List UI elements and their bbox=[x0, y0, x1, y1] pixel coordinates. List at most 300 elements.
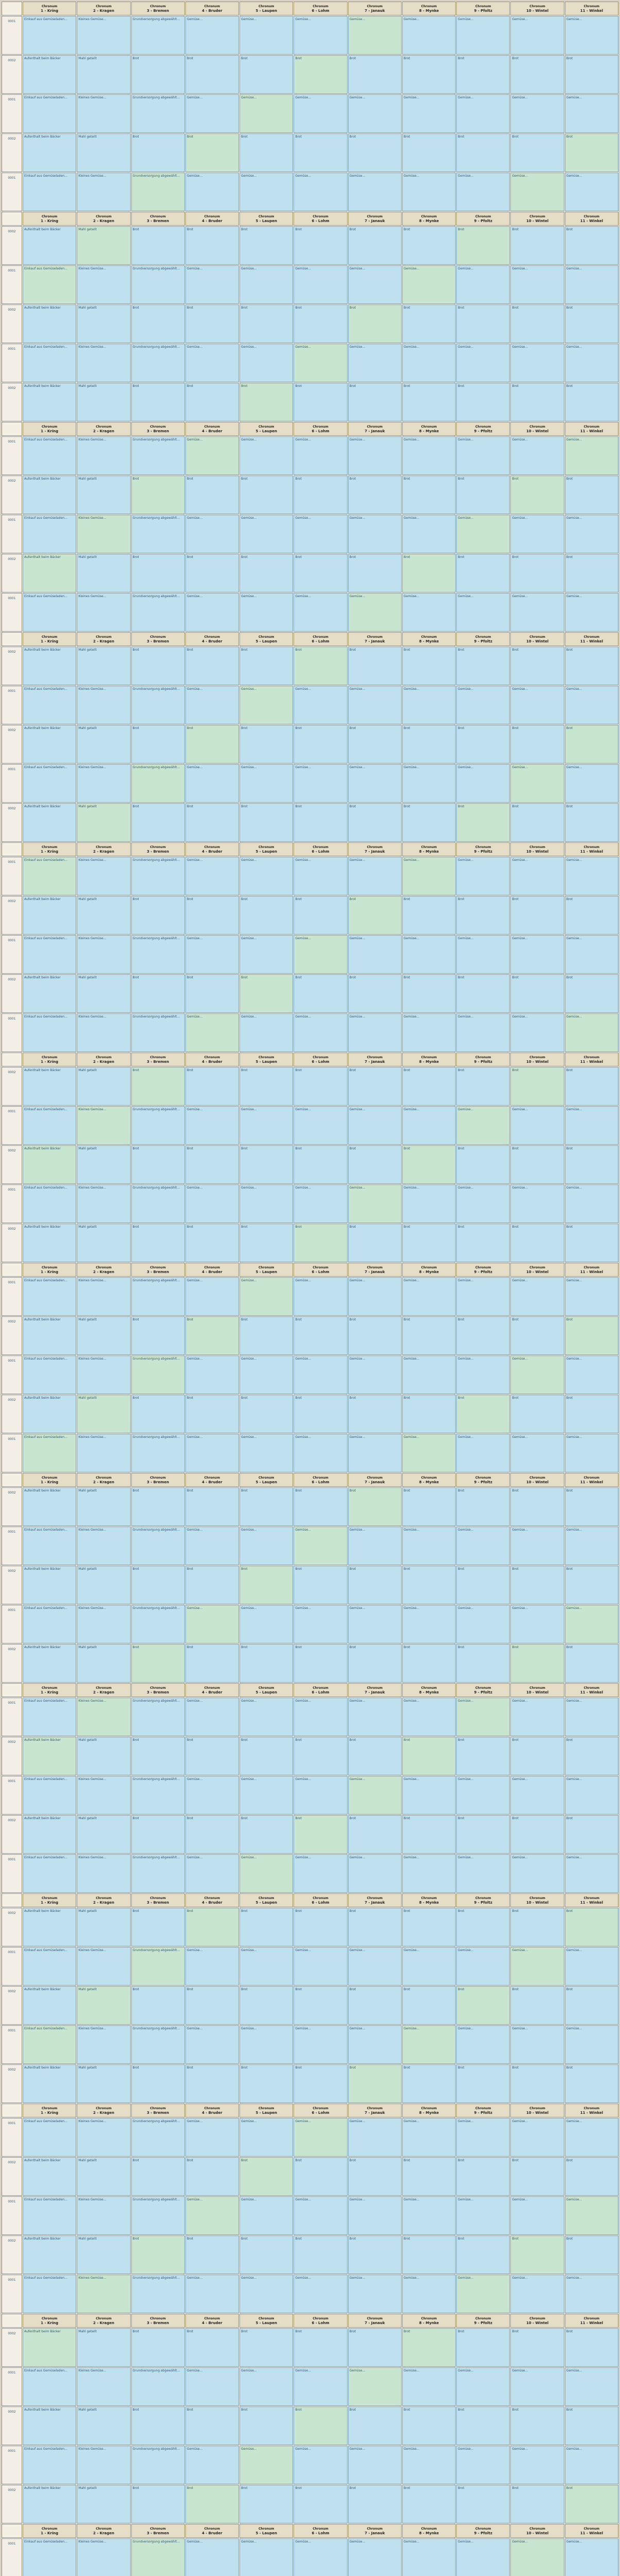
schedule-cell[interactable]: Einkauf aus Gemüseladen... bbox=[23, 1434, 76, 1472]
schedule-cell[interactable]: Brot bbox=[294, 1815, 347, 1854]
schedule-cell[interactable]: Brot bbox=[185, 1908, 239, 1946]
schedule-cell[interactable]: Brot bbox=[239, 1224, 293, 1262]
schedule-cell[interactable]: Brot bbox=[131, 1395, 185, 1433]
schedule-cell[interactable]: Gemüse... bbox=[294, 1776, 347, 1815]
schedule-cell[interactable]: Kleines Gemüse... bbox=[77, 1184, 130, 1223]
schedule-cell[interactable]: Aufenthalt beim Bäcker bbox=[23, 1067, 76, 1106]
schedule-cell[interactable]: Kleines Gemüse... bbox=[77, 1527, 130, 1565]
schedule-cell[interactable]: Aufenthalt beim Bäcker bbox=[23, 1395, 76, 1433]
schedule-cell[interactable]: Gemüse... bbox=[565, 935, 618, 974]
schedule-cell[interactable]: Gemüse... bbox=[510, 265, 564, 304]
schedule-cell[interactable]: Mahl geteilt bbox=[77, 2485, 130, 2523]
schedule-cell[interactable]: Gemüse... bbox=[348, 173, 402, 211]
schedule-cell[interactable]: Gemüse... bbox=[565, 1947, 618, 1986]
schedule-cell[interactable]: Gemüse... bbox=[510, 1698, 564, 1736]
schedule-cell[interactable]: Brot bbox=[185, 2406, 239, 2445]
schedule-cell[interactable]: Gemüse... bbox=[185, 344, 239, 382]
schedule-cell[interactable]: Brot bbox=[239, 2485, 293, 2523]
schedule-cell[interactable]: Gemüse... bbox=[402, 436, 456, 475]
schedule-cell[interactable]: Brot bbox=[239, 1908, 293, 1946]
schedule-cell[interactable]: Gemüse... bbox=[402, 2538, 456, 2576]
schedule-cell[interactable]: Gemüse... bbox=[239, 1854, 293, 1893]
schedule-cell[interactable]: Gemüse... bbox=[510, 2538, 564, 2576]
schedule-cell[interactable]: Brot bbox=[239, 725, 293, 764]
schedule-cell[interactable]: Mahl geteilt bbox=[77, 1316, 130, 1355]
schedule-cell[interactable]: Gemüse... bbox=[348, 1776, 402, 1815]
schedule-cell[interactable]: Gemüse... bbox=[239, 515, 293, 553]
schedule-cell[interactable]: Gemüse... bbox=[185, 2196, 239, 2235]
schedule-cell[interactable]: Brot bbox=[510, 803, 564, 842]
schedule-cell[interactable]: Einkauf aus Gemüseladen... bbox=[23, 1277, 76, 1316]
schedule-cell[interactable]: Brot bbox=[348, 1908, 402, 1946]
schedule-cell[interactable]: Brot bbox=[239, 133, 293, 172]
schedule-cell[interactable]: Mahl geteilt bbox=[77, 2328, 130, 2367]
schedule-cell[interactable]: Brot bbox=[348, 647, 402, 685]
schedule-cell[interactable]: Brot bbox=[131, 1908, 185, 1946]
schedule-cell[interactable]: Brot bbox=[402, 2406, 456, 2445]
schedule-cell[interactable]: Brot bbox=[456, 2157, 510, 2196]
schedule-cell[interactable]: Brot bbox=[294, 1395, 347, 1433]
schedule-cell[interactable]: Einkauf aus Gemüseladen... bbox=[23, 1527, 76, 1565]
schedule-cell[interactable]: Brot bbox=[565, 2406, 618, 2445]
schedule-cell[interactable]: Gemüse... bbox=[565, 2446, 618, 2484]
schedule-cell[interactable]: Grundversorgung abgewählt... bbox=[131, 1277, 185, 1316]
schedule-cell[interactable]: Brot bbox=[402, 2235, 456, 2274]
schedule-cell[interactable]: Gemüse... bbox=[185, 173, 239, 211]
schedule-cell[interactable]: Gemüse... bbox=[456, 1355, 510, 1394]
schedule-cell[interactable]: Brot bbox=[239, 383, 293, 421]
schedule-cell[interactable]: Gemüse... bbox=[456, 2196, 510, 2235]
schedule-cell[interactable]: Brot bbox=[185, 1815, 239, 1854]
schedule-cell[interactable]: Brot bbox=[131, 2485, 185, 2523]
schedule-cell[interactable]: Brot bbox=[131, 1316, 185, 1355]
schedule-cell[interactable]: Brot bbox=[565, 1487, 618, 1526]
schedule-cell[interactable]: Brot bbox=[565, 226, 618, 265]
schedule-cell[interactable]: Brot bbox=[131, 554, 185, 592]
schedule-cell[interactable]: Gemüse... bbox=[185, 2118, 239, 2157]
schedule-cell[interactable]: Brot bbox=[185, 1316, 239, 1355]
schedule-cell[interactable]: Gemüse... bbox=[402, 1854, 456, 1893]
schedule-cell[interactable]: Brot bbox=[294, 1566, 347, 1604]
schedule-cell[interactable]: Gemüse... bbox=[510, 1277, 564, 1316]
schedule-cell[interactable]: Kleines Gemüse... bbox=[77, 515, 130, 553]
schedule-cell[interactable]: Brot bbox=[348, 476, 402, 514]
schedule-cell[interactable]: Gemüse... bbox=[294, 1184, 347, 1223]
schedule-cell[interactable]: Brot bbox=[510, 2328, 564, 2367]
schedule-cell[interactable]: Gemüse... bbox=[456, 1184, 510, 1223]
schedule-cell[interactable]: Gemüse... bbox=[456, 1698, 510, 1736]
schedule-cell[interactable]: Gemüse... bbox=[565, 173, 618, 211]
schedule-cell[interactable]: Gemüse... bbox=[402, 1605, 456, 1643]
schedule-cell[interactable]: Gemüse... bbox=[402, 686, 456, 724]
schedule-cell[interactable]: Brot bbox=[185, 1566, 239, 1604]
schedule-cell[interactable]: Gemüse... bbox=[510, 1106, 564, 1145]
schedule-cell[interactable]: Mahl geteilt bbox=[77, 304, 130, 343]
schedule-cell[interactable]: Aufenthalt beim Bäcker bbox=[23, 1737, 76, 1775]
schedule-cell[interactable]: Gemüse... bbox=[510, 515, 564, 553]
schedule-cell[interactable]: Gemüse... bbox=[402, 1776, 456, 1815]
schedule-cell[interactable]: Gemüse... bbox=[239, 265, 293, 304]
schedule-cell[interactable]: Gemüse... bbox=[294, 2446, 347, 2484]
schedule-cell[interactable]: Gemüse... bbox=[565, 1854, 618, 1893]
schedule-cell[interactable]: Gemüse... bbox=[239, 1776, 293, 1815]
schedule-cell[interactable]: Kleines Gemüse... bbox=[77, 1605, 130, 1643]
schedule-cell[interactable]: Gemüse... bbox=[510, 1854, 564, 1893]
schedule-cell[interactable]: Gemüse... bbox=[294, 764, 347, 803]
schedule-cell[interactable]: Gemüse... bbox=[510, 2025, 564, 2064]
schedule-cell[interactable]: Gemüse... bbox=[294, 2538, 347, 2576]
schedule-cell[interactable]: Gemüse... bbox=[294, 1605, 347, 1643]
schedule-cell[interactable]: Mahl geteilt bbox=[77, 1737, 130, 1775]
schedule-cell[interactable]: Gemüse... bbox=[565, 16, 618, 55]
schedule-cell[interactable]: Brot bbox=[348, 1644, 402, 1683]
schedule-cell[interactable]: Gemüse... bbox=[510, 1527, 564, 1565]
schedule-cell[interactable]: Brot bbox=[456, 2485, 510, 2523]
schedule-cell[interactable]: Gemüse... bbox=[565, 1277, 618, 1316]
schedule-cell[interactable]: Brot bbox=[456, 2235, 510, 2274]
schedule-cell[interactable]: Gemüse... bbox=[348, 1184, 402, 1223]
schedule-cell[interactable]: Brot bbox=[402, 554, 456, 592]
schedule-cell[interactable]: Gemüse... bbox=[185, 1527, 239, 1565]
schedule-cell[interactable]: Gemüse... bbox=[185, 2367, 239, 2406]
schedule-cell[interactable]: Aufenthalt beim Bäcker bbox=[23, 2328, 76, 2367]
schedule-cell[interactable]: Gemüse... bbox=[402, 2275, 456, 2313]
schedule-cell[interactable]: Brot bbox=[131, 1566, 185, 1604]
schedule-cell[interactable]: Gemüse... bbox=[294, 1277, 347, 1316]
schedule-cell[interactable]: Brot bbox=[294, 1487, 347, 1526]
schedule-cell[interactable]: Gemüse... bbox=[510, 16, 564, 55]
schedule-cell[interactable]: Brot bbox=[402, 2064, 456, 2103]
schedule-cell[interactable]: Grundversorgung abgewählt... bbox=[131, 1947, 185, 1986]
schedule-cell[interactable]: Kleines Gemüse... bbox=[77, 686, 130, 724]
schedule-cell[interactable]: Brot bbox=[565, 1644, 618, 1683]
schedule-cell[interactable]: Gemüse... bbox=[185, 1698, 239, 1736]
schedule-cell[interactable]: Brot bbox=[294, 383, 347, 421]
schedule-cell[interactable]: Kleines Gemüse... bbox=[77, 173, 130, 211]
schedule-cell[interactable]: Brot bbox=[294, 803, 347, 842]
schedule-cell[interactable]: Grundversorgung abgewählt... bbox=[131, 94, 185, 133]
schedule-cell[interactable]: Brot bbox=[510, 2235, 564, 2274]
schedule-cell[interactable]: Mahl geteilt bbox=[77, 1908, 130, 1946]
schedule-cell[interactable]: Gemüse... bbox=[239, 935, 293, 974]
schedule-cell[interactable]: Einkauf aus Gemüseladen... bbox=[23, 436, 76, 475]
schedule-cell[interactable]: Gemüse... bbox=[402, 857, 456, 895]
schedule-cell[interactable]: Brot bbox=[131, 383, 185, 421]
schedule-cell[interactable]: Einkauf aus Gemüseladen... bbox=[23, 935, 76, 974]
schedule-cell[interactable]: Gemüse... bbox=[185, 1434, 239, 1472]
schedule-cell[interactable]: Brot bbox=[402, 55, 456, 94]
schedule-cell[interactable]: Gemüse... bbox=[294, 515, 347, 553]
schedule-cell[interactable]: Gemüse... bbox=[565, 344, 618, 382]
schedule-cell[interactable]: Aufenthalt beim Bäcker bbox=[23, 133, 76, 172]
schedule-cell[interactable]: Gemüse... bbox=[294, 2275, 347, 2313]
schedule-cell[interactable]: Brot bbox=[348, 2406, 402, 2445]
schedule-cell[interactable]: Einkauf aus Gemüseladen... bbox=[23, 2196, 76, 2235]
schedule-cell[interactable]: Kleines Gemüse... bbox=[77, 1013, 130, 1052]
schedule-cell[interactable]: Brot bbox=[510, 55, 564, 94]
schedule-cell[interactable]: Gemüse... bbox=[185, 2275, 239, 2313]
schedule-cell[interactable]: Gemüse... bbox=[185, 1776, 239, 1815]
schedule-cell[interactable]: Grundversorgung abgewählt... bbox=[131, 593, 185, 632]
schedule-cell[interactable]: Gemüse... bbox=[510, 2367, 564, 2406]
schedule-cell[interactable]: Brot bbox=[131, 2406, 185, 2445]
schedule-cell[interactable]: Brot bbox=[456, 1145, 510, 1184]
schedule-cell[interactable]: Gemüse... bbox=[456, 1947, 510, 1986]
schedule-cell[interactable]: Brot bbox=[348, 1067, 402, 1106]
schedule-cell[interactable]: Gemüse... bbox=[185, 1013, 239, 1052]
schedule-cell[interactable]: Gemüse... bbox=[510, 1434, 564, 1472]
schedule-cell[interactable]: Gemüse... bbox=[185, 265, 239, 304]
schedule-cell[interactable]: Brot bbox=[294, 1908, 347, 1946]
schedule-cell[interactable]: Brot bbox=[185, 1737, 239, 1775]
schedule-cell[interactable]: Brot bbox=[348, 1815, 402, 1854]
schedule-cell[interactable]: Brot bbox=[456, 55, 510, 94]
schedule-cell[interactable]: Gemüse... bbox=[456, 1527, 510, 1565]
schedule-cell[interactable]: Grundversorgung abgewählt... bbox=[131, 344, 185, 382]
schedule-cell[interactable]: Aufenthalt beim Bäcker bbox=[23, 1986, 76, 2025]
schedule-cell[interactable]: Brot bbox=[510, 554, 564, 592]
schedule-cell[interactable]: Brot bbox=[348, 803, 402, 842]
schedule-cell[interactable]: Brot bbox=[456, 226, 510, 265]
schedule-cell[interactable]: Gemüse... bbox=[239, 1947, 293, 1986]
schedule-cell[interactable]: Brot bbox=[348, 304, 402, 343]
schedule-cell[interactable]: Brot bbox=[456, 383, 510, 421]
schedule-cell[interactable]: Brot bbox=[565, 1316, 618, 1355]
schedule-cell[interactable]: Brot bbox=[565, 2064, 618, 2103]
schedule-cell[interactable]: Brot bbox=[294, 1067, 347, 1106]
schedule-cell[interactable]: Brot bbox=[131, 304, 185, 343]
schedule-cell[interactable]: Brot bbox=[294, 647, 347, 685]
schedule-cell[interactable]: Brot bbox=[239, 974, 293, 1013]
schedule-cell[interactable]: Brot bbox=[185, 2157, 239, 2196]
schedule-cell[interactable]: Brot bbox=[185, 2235, 239, 2274]
schedule-cell[interactable]: Brot bbox=[456, 1316, 510, 1355]
schedule-cell[interactable]: Einkauf aus Gemüseladen... bbox=[23, 1184, 76, 1223]
schedule-cell[interactable]: Gemüse... bbox=[565, 1106, 618, 1145]
schedule-cell[interactable]: Brot bbox=[565, 725, 618, 764]
schedule-cell[interactable]: Brot bbox=[510, 2485, 564, 2523]
schedule-cell[interactable]: Brot bbox=[565, 1224, 618, 1262]
schedule-cell[interactable]: Brot bbox=[239, 1395, 293, 1433]
schedule-cell[interactable]: Aufenthalt beim Bäcker bbox=[23, 55, 76, 94]
schedule-cell[interactable]: Gemüse... bbox=[294, 16, 347, 55]
schedule-cell[interactable]: Gemüse... bbox=[456, 857, 510, 895]
schedule-cell[interactable]: Brot bbox=[294, 476, 347, 514]
schedule-cell[interactable]: Kleines Gemüse... bbox=[77, 1854, 130, 1893]
schedule-cell[interactable]: Gemüse... bbox=[348, 1854, 402, 1893]
schedule-cell[interactable]: Brot bbox=[131, 1737, 185, 1775]
schedule-cell[interactable]: Grundversorgung abgewählt... bbox=[131, 2196, 185, 2235]
schedule-cell[interactable]: Gemüse... bbox=[348, 1355, 402, 1394]
schedule-cell[interactable]: Brot bbox=[348, 725, 402, 764]
schedule-cell[interactable]: Brot bbox=[402, 896, 456, 935]
schedule-cell[interactable]: Brot bbox=[239, 803, 293, 842]
schedule-cell[interactable]: Brot bbox=[456, 1644, 510, 1683]
schedule-cell[interactable]: Brot bbox=[510, 1224, 564, 1262]
schedule-cell[interactable]: Brot bbox=[456, 725, 510, 764]
schedule-cell[interactable]: Gemüse... bbox=[294, 1947, 347, 1986]
schedule-cell[interactable]: Kleines Gemüse... bbox=[77, 1355, 130, 1394]
schedule-cell[interactable]: Grundversorgung abgewählt... bbox=[131, 1854, 185, 1893]
schedule-cell[interactable]: Brot bbox=[456, 304, 510, 343]
schedule-cell[interactable]: Gemüse... bbox=[185, 2025, 239, 2064]
schedule-cell[interactable]: Brot bbox=[131, 2328, 185, 2367]
schedule-cell[interactable]: Brot bbox=[131, 1815, 185, 1854]
schedule-cell[interactable]: Gemüse... bbox=[565, 2196, 618, 2235]
schedule-cell[interactable]: Grundversorgung abgewählt... bbox=[131, 173, 185, 211]
schedule-cell[interactable]: Einkauf aus Gemüseladen... bbox=[23, 2118, 76, 2157]
schedule-cell[interactable]: Gemüse... bbox=[456, 1013, 510, 1052]
schedule-cell[interactable]: Gemüse... bbox=[565, 515, 618, 553]
schedule-cell[interactable]: Brot bbox=[294, 2328, 347, 2367]
schedule-cell[interactable]: Gemüse... bbox=[294, 173, 347, 211]
schedule-cell[interactable]: Brot bbox=[402, 1815, 456, 1854]
schedule-cell[interactable]: Gemüse... bbox=[402, 1434, 456, 1472]
schedule-cell[interactable]: Gemüse... bbox=[348, 265, 402, 304]
schedule-cell[interactable]: Mahl geteilt bbox=[77, 1395, 130, 1433]
schedule-cell[interactable]: Gemüse... bbox=[294, 2367, 347, 2406]
schedule-cell[interactable]: Gemüse... bbox=[565, 2275, 618, 2313]
schedule-cell[interactable]: Gemüse... bbox=[239, 344, 293, 382]
schedule-cell[interactable]: Einkauf aus Gemüseladen... bbox=[23, 344, 76, 382]
schedule-cell[interactable]: Gemüse... bbox=[348, 686, 402, 724]
schedule-cell[interactable]: Brot bbox=[565, 1908, 618, 1946]
schedule-cell[interactable]: Gemüse... bbox=[402, 1184, 456, 1223]
schedule-cell[interactable]: Gemüse... bbox=[294, 2196, 347, 2235]
schedule-cell[interactable]: Gemüse... bbox=[456, 593, 510, 632]
schedule-cell[interactable]: Aufenthalt beim Bäcker bbox=[23, 725, 76, 764]
schedule-cell[interactable]: Aufenthalt beim Bäcker bbox=[23, 2157, 76, 2196]
schedule-cell[interactable]: Gemüse... bbox=[402, 1013, 456, 1052]
schedule-cell[interactable]: Brot bbox=[348, 2485, 402, 2523]
schedule-cell[interactable]: Gemüse... bbox=[510, 935, 564, 974]
schedule-cell[interactable]: Aufenthalt beim Bäcker bbox=[23, 1145, 76, 1184]
schedule-cell[interactable]: Brot bbox=[294, 2064, 347, 2103]
schedule-cell[interactable]: Gemüse... bbox=[239, 16, 293, 55]
schedule-cell[interactable]: Gemüse... bbox=[294, 1854, 347, 1893]
schedule-cell[interactable]: Brot bbox=[294, 896, 347, 935]
schedule-cell[interactable]: Gemüse... bbox=[239, 173, 293, 211]
schedule-cell[interactable]: Gemüse... bbox=[185, 2538, 239, 2576]
schedule-cell[interactable]: Grundversorgung abgewählt... bbox=[131, 2025, 185, 2064]
schedule-cell[interactable]: Einkauf aus Gemüseladen... bbox=[23, 1947, 76, 1986]
schedule-cell[interactable]: Kleines Gemüse... bbox=[77, 2118, 130, 2157]
schedule-cell[interactable]: Brot bbox=[348, 1986, 402, 2025]
schedule-cell[interactable]: Brot bbox=[294, 1644, 347, 1683]
schedule-cell[interactable]: Brot bbox=[294, 1737, 347, 1775]
schedule-cell[interactable]: Brot bbox=[402, 1316, 456, 1355]
schedule-cell[interactable]: Brot bbox=[239, 1316, 293, 1355]
schedule-cell[interactable]: Gemüse... bbox=[510, 1605, 564, 1643]
schedule-cell[interactable]: Gemüse... bbox=[185, 764, 239, 803]
schedule-cell[interactable]: Brot bbox=[131, 1224, 185, 1262]
schedule-cell[interactable]: Brot bbox=[456, 1487, 510, 1526]
schedule-cell[interactable]: Gemüse... bbox=[456, 1106, 510, 1145]
schedule-cell[interactable]: Gemüse... bbox=[456, 2275, 510, 2313]
schedule-cell[interactable]: Mahl geteilt bbox=[77, 476, 130, 514]
schedule-cell[interactable]: Gemüse... bbox=[294, 1698, 347, 1736]
schedule-cell[interactable]: Aufenthalt beim Bäcker bbox=[23, 647, 76, 685]
schedule-cell[interactable]: Gemüse... bbox=[565, 686, 618, 724]
schedule-cell[interactable]: Aufenthalt beim Bäcker bbox=[23, 2235, 76, 2274]
schedule-cell[interactable]: Brot bbox=[402, 1487, 456, 1526]
schedule-cell[interactable]: Grundversorgung abgewählt... bbox=[131, 1527, 185, 1565]
schedule-cell[interactable]: Brot bbox=[239, 2235, 293, 2274]
schedule-cell[interactable]: Einkauf aus Gemüseladen... bbox=[23, 857, 76, 895]
schedule-cell[interactable]: Gemüse... bbox=[402, 2196, 456, 2235]
schedule-cell[interactable]: Brot bbox=[402, 1986, 456, 2025]
schedule-cell[interactable]: Brot bbox=[185, 55, 239, 94]
schedule-cell[interactable]: Gemüse... bbox=[294, 1355, 347, 1394]
schedule-cell[interactable]: Gemüse... bbox=[565, 1776, 618, 1815]
schedule-cell[interactable]: Brot bbox=[510, 476, 564, 514]
schedule-cell[interactable]: Brot bbox=[348, 2328, 402, 2367]
schedule-cell[interactable]: Aufenthalt beim Bäcker bbox=[23, 803, 76, 842]
schedule-cell[interactable]: Einkauf aus Gemüseladen... bbox=[23, 1854, 76, 1893]
schedule-cell[interactable]: Aufenthalt beim Bäcker bbox=[23, 554, 76, 592]
schedule-cell[interactable]: Gemüse... bbox=[348, 2367, 402, 2406]
schedule-cell[interactable]: Gemüse... bbox=[402, 1277, 456, 1316]
schedule-cell[interactable]: Kleines Gemüse... bbox=[77, 2367, 130, 2406]
schedule-cell[interactable]: Brot bbox=[402, 1145, 456, 1184]
schedule-cell[interactable]: Gemüse... bbox=[456, 16, 510, 55]
schedule-cell[interactable]: Einkauf aus Gemüseladen... bbox=[23, 94, 76, 133]
schedule-cell[interactable]: Gemüse... bbox=[185, 515, 239, 553]
schedule-cell[interactable]: Brot bbox=[402, 1644, 456, 1683]
schedule-cell[interactable]: Gemüse... bbox=[402, 1698, 456, 1736]
schedule-cell[interactable]: Kleines Gemüse... bbox=[77, 1434, 130, 1472]
schedule-cell[interactable]: Brot bbox=[185, 1224, 239, 1262]
schedule-cell[interactable]: Brot bbox=[510, 1395, 564, 1433]
schedule-cell[interactable]: Brot bbox=[239, 1145, 293, 1184]
schedule-cell[interactable]: Gemüse... bbox=[185, 1277, 239, 1316]
schedule-cell[interactable]: Brot bbox=[402, 226, 456, 265]
schedule-cell[interactable]: Gemüse... bbox=[239, 1184, 293, 1223]
schedule-cell[interactable]: Kleines Gemüse... bbox=[77, 94, 130, 133]
schedule-cell[interactable]: Brot bbox=[402, 476, 456, 514]
schedule-cell[interactable]: Brot bbox=[402, 1395, 456, 1433]
schedule-cell[interactable]: Brot bbox=[185, 896, 239, 935]
schedule-cell[interactable]: Brot bbox=[348, 1395, 402, 1433]
schedule-cell[interactable]: Gemüse... bbox=[456, 1776, 510, 1815]
schedule-cell[interactable]: Brot bbox=[185, 1644, 239, 1683]
schedule-cell[interactable]: Aufenthalt beim Bäcker bbox=[23, 896, 76, 935]
schedule-cell[interactable]: Brot bbox=[510, 1316, 564, 1355]
schedule-cell[interactable]: Gemüse... bbox=[185, 1106, 239, 1145]
schedule-cell[interactable]: Brot bbox=[185, 725, 239, 764]
schedule-cell[interactable]: Brot bbox=[510, 896, 564, 935]
schedule-cell[interactable]: Gemüse... bbox=[348, 1527, 402, 1565]
schedule-cell[interactable]: Einkauf aus Gemüseladen... bbox=[23, 1605, 76, 1643]
schedule-cell[interactable]: Brot bbox=[294, 554, 347, 592]
schedule-cell[interactable]: Gemüse... bbox=[565, 2118, 618, 2157]
schedule-cell[interactable]: Gemüse... bbox=[456, 686, 510, 724]
schedule-cell[interactable]: Gemüse... bbox=[294, 1434, 347, 1472]
schedule-cell[interactable]: Gemüse... bbox=[402, 1947, 456, 1986]
schedule-cell[interactable]: Brot bbox=[402, 2485, 456, 2523]
schedule-cell[interactable]: Gemüse... bbox=[510, 344, 564, 382]
schedule-cell[interactable]: Brot bbox=[185, 1145, 239, 1184]
schedule-cell[interactable]: Brot bbox=[185, 1395, 239, 1433]
schedule-cell[interactable]: Aufenthalt beim Bäcker bbox=[23, 1566, 76, 1604]
schedule-cell[interactable]: Brot bbox=[565, 1737, 618, 1775]
schedule-cell[interactable]: Aufenthalt beim Bäcker bbox=[23, 1908, 76, 1946]
schedule-cell[interactable]: Brot bbox=[185, 1986, 239, 2025]
schedule-cell[interactable]: Brot bbox=[131, 803, 185, 842]
schedule-cell[interactable]: Brot bbox=[402, 725, 456, 764]
schedule-cell[interactable]: Brot bbox=[185, 1487, 239, 1526]
schedule-cell[interactable]: Gemüse... bbox=[348, 436, 402, 475]
